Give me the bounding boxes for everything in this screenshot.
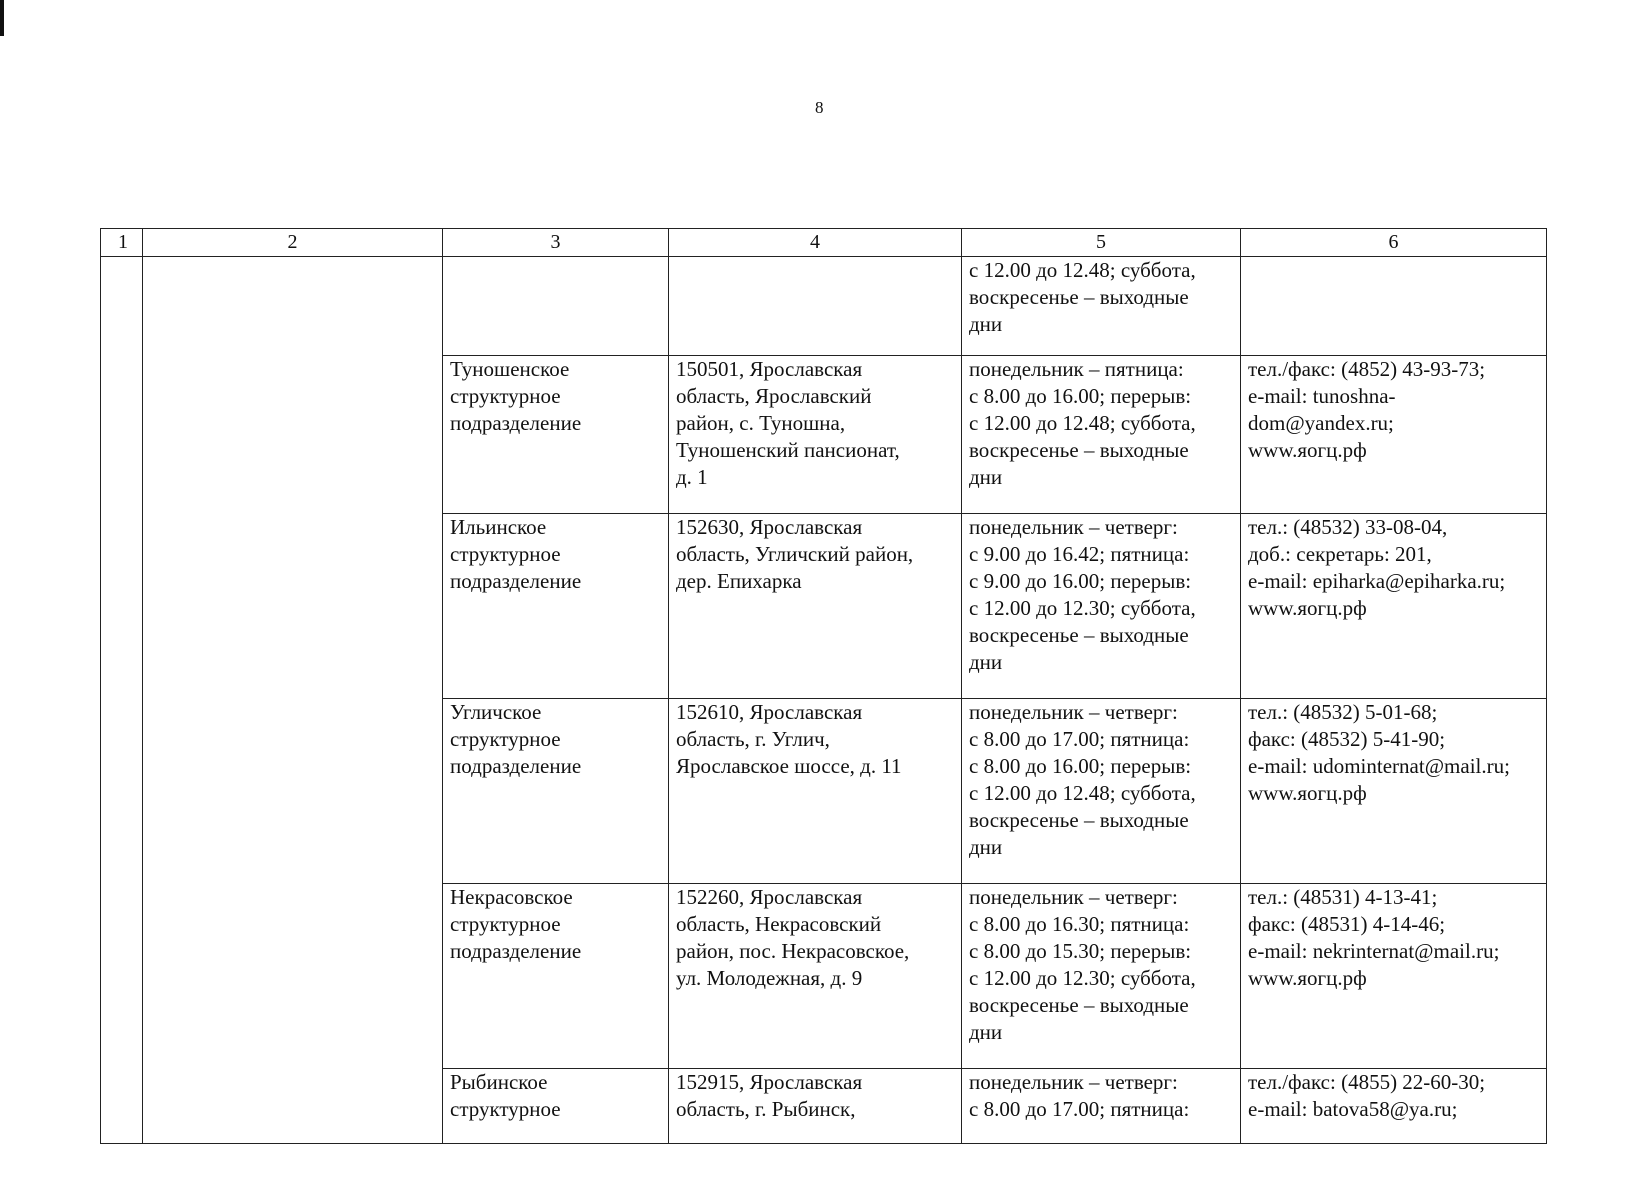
table-row bbox=[101, 257, 1547, 356]
cell-line: дни bbox=[969, 312, 1003, 336]
cell-line: понедельник – четверг: bbox=[969, 700, 1178, 724]
address-cell bbox=[669, 514, 962, 699]
cell-line: ул. Молодежная, д. 9 bbox=[676, 966, 863, 990]
cell-line: дни bbox=[969, 835, 1003, 859]
cell-line: 152630, Ярославская bbox=[676, 515, 863, 539]
contacts-cell bbox=[1241, 356, 1547, 514]
cell-line: Ильинское bbox=[450, 515, 547, 539]
cell-line: Ярославское шоссе, д. 11 bbox=[676, 754, 902, 778]
cell-line: воскресенье – выходные bbox=[969, 808, 1189, 832]
column-number: 6 bbox=[1241, 229, 1547, 257]
cell-line: воскресенье – выходные bbox=[969, 285, 1189, 309]
cell-line: e-mail: udominternat@mail.ru; bbox=[1248, 754, 1510, 778]
cell-line: Рыбинское bbox=[450, 1070, 548, 1094]
cell-line: доб.: секретарь: 201, bbox=[1248, 542, 1432, 566]
cell-line: подразделение bbox=[450, 939, 582, 963]
address-cell bbox=[669, 356, 962, 514]
cell-line: e-mail: batova58@ya.ru; bbox=[1248, 1097, 1458, 1121]
cell-line: с 12.00 до 12.48; суббота, bbox=[969, 411, 1196, 435]
cell-line: с 12.00 до 12.48; суббота, bbox=[969, 258, 1196, 282]
cell-line: www.яогц.рф bbox=[1248, 438, 1367, 462]
working-hours-cell bbox=[962, 356, 1241, 514]
working-hours-cell bbox=[962, 514, 1241, 699]
subdivision-name-cell bbox=[443, 699, 669, 884]
cell-line: факс: (48531) 4-14-46; bbox=[1248, 912, 1446, 936]
working-hours-cell bbox=[962, 699, 1241, 884]
cell-line: район, пос. Некрасовское, bbox=[676, 939, 910, 963]
address-cell bbox=[669, 699, 962, 884]
column-number: 3 bbox=[443, 229, 669, 257]
contacts-cell bbox=[1241, 699, 1547, 884]
column-number: 4 bbox=[669, 229, 962, 257]
cell-line: понедельник – четверг: bbox=[969, 515, 1178, 539]
cell-line: с 9.00 до 16.00; перерыв: bbox=[969, 569, 1192, 593]
cell-line: Угличское bbox=[450, 700, 542, 724]
working-hours-cell bbox=[962, 257, 1241, 356]
scan-edge-mark bbox=[0, 0, 4, 36]
cell-line: www.яогц.рф bbox=[1248, 781, 1367, 805]
row-number-cell bbox=[101, 257, 143, 1144]
contacts-cell bbox=[1241, 257, 1547, 356]
cell-line: Туношенское bbox=[450, 357, 570, 381]
column-number: 2 bbox=[143, 229, 443, 257]
institutions-table bbox=[100, 228, 1547, 1144]
cell-line: тел.: (48532) 33-08-04, bbox=[1248, 515, 1448, 539]
working-hours-cell bbox=[962, 884, 1241, 1069]
subdivision-name-cell bbox=[443, 257, 669, 356]
cell-line: dom@yandex.ru; bbox=[1248, 411, 1394, 435]
cell-line: воскресенье – выходные bbox=[969, 993, 1189, 1017]
cell-line: структурное bbox=[450, 384, 561, 408]
address-cell bbox=[669, 257, 962, 356]
subdivision-name-cell bbox=[443, 514, 669, 699]
cell-line: район, с. Туношна, bbox=[676, 411, 846, 435]
cell-line: www.яогц.рф bbox=[1248, 966, 1367, 990]
cell-line: факс: (48532) 5-41-90; bbox=[1248, 727, 1446, 751]
contacts-cell bbox=[1241, 514, 1547, 699]
cell-line: с 8.00 до 16.00; перерыв: bbox=[969, 754, 1192, 778]
cell-line: с 8.00 до 16.00; перерыв: bbox=[969, 384, 1192, 408]
cell-line: e-mail: nekrinternat@mail.ru; bbox=[1248, 939, 1500, 963]
cell-line: с 8.00 до 17.00; пятница: bbox=[969, 1097, 1190, 1121]
cell-line: тел.: (48531) 4-13-41; bbox=[1248, 885, 1438, 909]
cell-line: структурное bbox=[450, 727, 561, 751]
cell-line: Туношенский пансионат, bbox=[676, 438, 900, 462]
cell-line: область, Ярославский bbox=[676, 384, 872, 408]
subdivision-name-cell bbox=[443, 1069, 669, 1144]
cell-line: 152610, Ярославская bbox=[676, 700, 863, 724]
cell-line: e-mail: epiharka@epiharka.ru; bbox=[1248, 569, 1506, 593]
cell-line: понедельник – четверг: bbox=[969, 1070, 1178, 1094]
cell-line: дер. Епихарка bbox=[676, 569, 802, 593]
cell-line: область, г. Рыбинск, bbox=[676, 1097, 856, 1121]
working-hours-cell bbox=[962, 1069, 1241, 1144]
cell-line: с 12.00 до 12.30; суббота, bbox=[969, 596, 1196, 620]
cell-line: тел./факс: (4855) 22-60-30; bbox=[1248, 1070, 1486, 1094]
cell-line: структурное bbox=[450, 542, 561, 566]
column-number: 5 bbox=[962, 229, 1241, 257]
address-cell bbox=[669, 884, 962, 1069]
cell-line: структурное bbox=[450, 1097, 561, 1121]
cell-line: область, г. Углич, bbox=[676, 727, 830, 751]
cell-line: подразделение bbox=[450, 411, 582, 435]
column-number: 1 bbox=[101, 229, 143, 257]
cell-line: 150501, Ярославская bbox=[676, 357, 863, 381]
cell-line: 152260, Ярославская bbox=[676, 885, 863, 909]
cell-line: воскресенье – выходные bbox=[969, 623, 1189, 647]
cell-line: e-mail: tunoshna- bbox=[1248, 384, 1396, 408]
cell-line: с 8.00 до 17.00; пятница: bbox=[969, 727, 1190, 751]
contacts-cell bbox=[1241, 884, 1547, 1069]
cell-line: с 8.00 до 16.30; пятница: bbox=[969, 912, 1190, 936]
cell-line: область, Угличский район, bbox=[676, 542, 914, 566]
cell-line: структурное bbox=[450, 912, 561, 936]
subdivision-name-cell bbox=[443, 884, 669, 1069]
cell-line: с 12.00 до 12.30; суббота, bbox=[969, 966, 1196, 990]
cell-line: тел.: (48532) 5-01-68; bbox=[1248, 700, 1438, 724]
address-cell bbox=[669, 1069, 962, 1144]
cell-line: с 8.00 до 15.30; перерыв: bbox=[969, 939, 1192, 963]
contacts-cell bbox=[1241, 1069, 1547, 1144]
cell-line: тел./факс: (4852) 43-93-73; bbox=[1248, 357, 1486, 381]
cell-line: воскресенье – выходные bbox=[969, 438, 1189, 462]
cell-line: подразделение bbox=[450, 569, 582, 593]
cell-line: www.яогц.рф bbox=[1248, 596, 1367, 620]
cell-line: с 12.00 до 12.48; суббота, bbox=[969, 781, 1196, 805]
cell-line: д. 1 bbox=[676, 465, 708, 489]
cell-line: дни bbox=[969, 650, 1003, 674]
cell-line: подразделение bbox=[450, 754, 582, 778]
cell-line: область, Некрасовский bbox=[676, 912, 882, 936]
organization-cell bbox=[143, 257, 443, 1144]
subdivision-name-cell bbox=[443, 356, 669, 514]
page-number: 8 bbox=[815, 98, 824, 117]
cell-line: 152915, Ярославская bbox=[676, 1070, 863, 1094]
cell-line: Некрасовское bbox=[450, 885, 573, 909]
cell-line: дни bbox=[969, 1020, 1003, 1044]
column-number-row bbox=[101, 229, 1547, 257]
cell-line: дни bbox=[969, 465, 1003, 489]
cell-line: понедельник – четверг: bbox=[969, 885, 1178, 909]
cell-line: с 9.00 до 16.42; пятница: bbox=[969, 542, 1190, 566]
cell-line: понедельник – пятница: bbox=[969, 357, 1184, 381]
